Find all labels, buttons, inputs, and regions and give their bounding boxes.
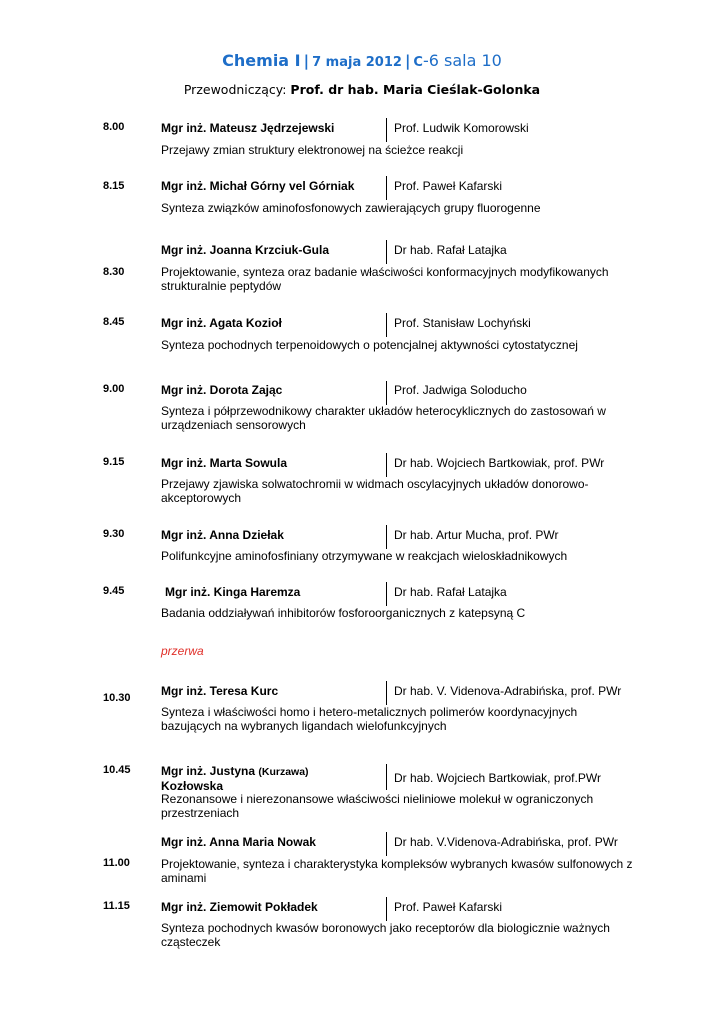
column-divider: [386, 381, 387, 405]
supervisor-name: Dr hab. Rafał Latajka: [394, 585, 507, 599]
supervisor-name: Dr hab. V. Videnova-Adrabińska, prof. PWr: [394, 684, 622, 698]
break-label: przerwa: [161, 644, 204, 658]
title-separator-2: |: [404, 52, 411, 70]
student-name-first: Mgr inż. Justyna: [161, 764, 256, 778]
session-time: 11.15: [103, 900, 130, 912]
student-name: Mgr inż. Anna Dziełak: [161, 528, 284, 542]
session-time: 9.45: [103, 585, 125, 597]
session-time: 10.45: [103, 764, 131, 776]
chair-label: Przewodniczący:: [183, 82, 287, 97]
title-room-prefix: C: [413, 55, 423, 70]
session-time: 8.45: [103, 316, 125, 328]
student-maiden-name: (Kurzawa): [258, 766, 309, 778]
supervisor-name: Prof. Stanisław Lochyński: [394, 316, 531, 330]
session-time: 9.30: [103, 528, 125, 540]
student-name: [161, 764, 383, 793]
title-separator-1: |: [303, 52, 310, 70]
session-time: 9.15: [103, 456, 125, 468]
column-divider: [386, 681, 387, 705]
talk-topic: Synteza pochodnych terpenoidowych o potencjalnej aktywności cytostatycznej: [161, 338, 578, 352]
column-divider: [386, 897, 387, 921]
talk-topic: Projektowanie, synteza oraz badanie właściwości konformacyjnych modyfikowanych strukturalnie peptydów: [161, 265, 609, 293]
supervisor-name: Prof. Jadwiga Soloducho: [394, 383, 527, 397]
student-name: Mgr inż. Ziemowit Pokładek: [161, 900, 318, 914]
supervisor-name: Dr hab. Wojciech Bartkowiak, prof.PWr: [394, 771, 601, 785]
talk-topic: Badania oddziaływań inhibitorów fosforoorganicznych z katepsyną C: [161, 606, 526, 620]
student-name: Mgr inż. Teresa Kurc: [161, 684, 279, 698]
talk-topic: Projektowanie, synteza i charakterystyka kompleksów wybranych kwasów sulfonowych z aminami: [161, 857, 633, 885]
student-name: Mgr inż. Anna Maria Nowak: [161, 835, 316, 849]
talk-topic: Przejawy zjawiska solwatochromii w widmach oscylacyjnych układów donorowo-akceptorowych: [161, 477, 589, 505]
supervisor-name: Dr hab. Artur Mucha, prof. PWr: [394, 528, 559, 542]
supervisor-name: Prof. Ludwik Komorowski: [394, 121, 529, 135]
talk-topic: Synteza związków aminofosfonowych zawierających grupy fluorogenne: [161, 201, 541, 215]
supervisor-name: Dr hab. Rafał Latajka: [394, 243, 507, 257]
session-time: 11.00: [103, 857, 130, 869]
talk-topic: Synteza pochodnych kwasów boronowych jako receptorów dla biologicznie ważnych cząsteczek: [161, 921, 610, 949]
title-main: Chemia I: [222, 51, 301, 70]
supervisor-name: Dr hab. V.Videnova-Adrabińska, prof. PWr: [394, 835, 618, 849]
talk-topic: Przejawy zmian struktury elektronowej na ścieżce reakcji: [161, 143, 464, 157]
title-room: -6 sala 10: [422, 51, 502, 70]
page-title: [0, 51, 724, 70]
student-name: Mgr inż. Agata Kozioł: [161, 316, 282, 330]
student-name: Mgr inż. Mateusz Jędrzejewski: [161, 121, 335, 135]
session-time: 8.30: [103, 266, 125, 278]
talk-topic: Polifunkcyjne aminofosfiniany otrzymywane w reakcjach wieloskładnikowych: [161, 549, 568, 563]
supervisor-name: Prof. Paweł Kafarski: [394, 179, 503, 193]
student-name: Mgr inż. Marta Sowula: [161, 456, 288, 470]
student-name: Mgr inż. Michał Górny vel Górniak: [161, 179, 355, 193]
session-time: 10.30: [103, 692, 131, 704]
talk-topic: Synteza i właściwości homo i hetero-metalicznych polimerów koordynacyjnych bazujących na wybranych ligandach wielofunkcyjnych: [161, 705, 578, 733]
chair-name: Prof. dr hab. Maria Cieślak-Golonka: [290, 82, 541, 97]
student-name: Mgr inż. Kinga Haremza: [165, 585, 301, 599]
title-date: 7 maja 2012: [312, 55, 402, 70]
column-divider: [386, 453, 387, 477]
column-divider: [386, 764, 387, 790]
column-divider: [386, 313, 387, 337]
chairperson: [0, 82, 724, 97]
column-divider: [386, 832, 387, 856]
session-time: 8.15: [103, 180, 125, 192]
supervisor-name: Prof. Paweł Kafarski: [394, 900, 503, 914]
student-name: Mgr inż. Joanna Krzciuk-Gula: [161, 243, 330, 257]
session-time: 9.00: [103, 383, 125, 395]
supervisor-name: Dr hab. Wojciech Bartkowiak, prof. PWr: [394, 456, 605, 470]
student-name-last: Kozłowska: [161, 779, 224, 793]
column-divider: [386, 118, 387, 142]
column-divider: [386, 525, 387, 549]
column-divider: [386, 176, 387, 200]
talk-topic: Synteza i półprzewodnikowy charakter układów heterocyklicznych do zastosowań w urządzeniach sensorowych: [161, 404, 606, 432]
student-name: Mgr inż. Dorota Zając: [161, 383, 283, 397]
session-time: 8.00: [103, 121, 125, 133]
column-divider: [386, 582, 387, 606]
talk-topic: Rezonansowe i nierezonansowe właściwości nieliniowe molekuł w ograniczonych przestrzeniach: [161, 792, 594, 820]
column-divider: [386, 240, 387, 264]
